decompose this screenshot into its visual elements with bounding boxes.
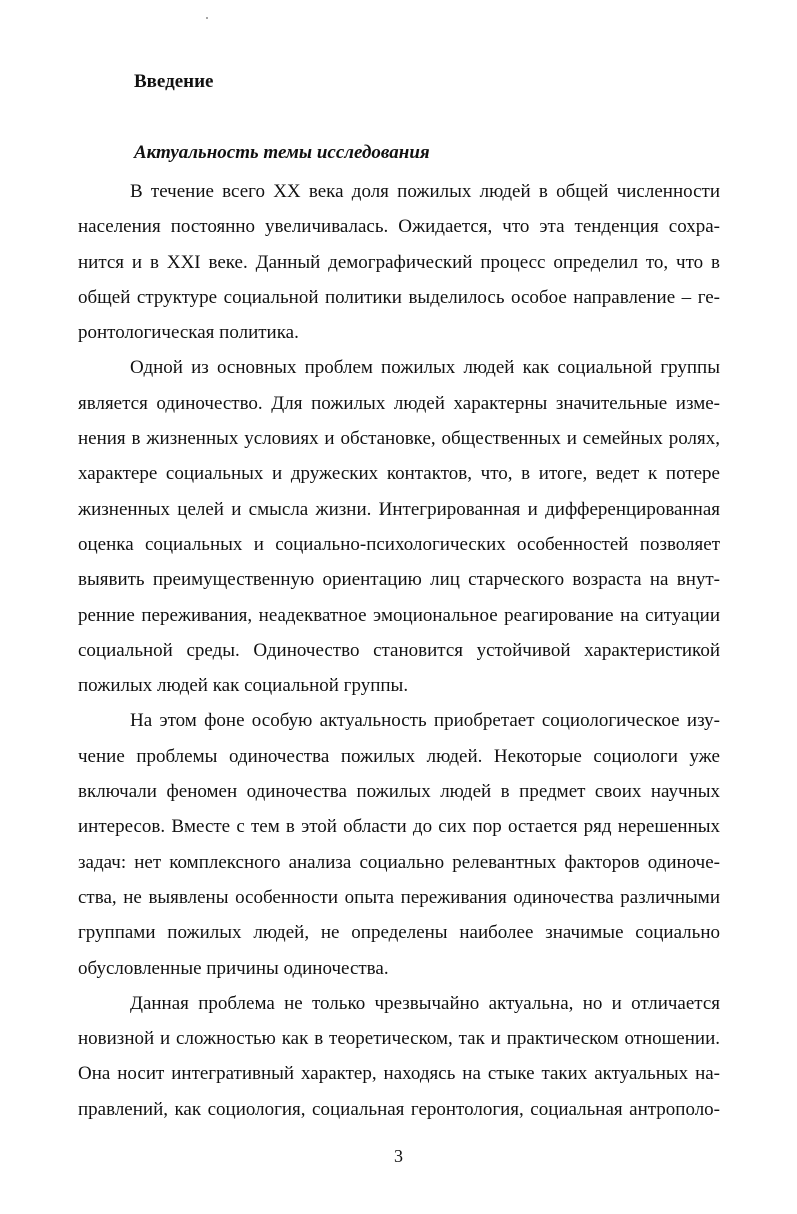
- text-line: чение проблемы одиночества пожилых людей. Некоторые социологи уже: [78, 745, 720, 767]
- text-line: населения постоянно увеличивалась. Ожидается, что эта тенденция сохра-: [78, 216, 720, 238]
- text-line: общей структуре социальной политики выделилось особое направление – ге-: [78, 286, 720, 308]
- text-line: Одной из основных проблем пожилых людей как социальной группы: [130, 357, 720, 379]
- section-heading: Введение: [134, 71, 214, 92]
- text-line: включали феномен одиночества пожилых людей в предмет своих научных: [78, 781, 720, 803]
- scan-speck: [206, 17, 208, 19]
- paragraph: [78, 703, 720, 985]
- text-line: ронтологическая политика.: [78, 322, 299, 344]
- text-line: нится и в XXI веке. Данный демографический процесс определил то, что в: [78, 251, 720, 273]
- text-line: интересов. Вместе с тем в этой области до сих пор остается ряд нерешенных: [78, 816, 720, 838]
- text-line: характере социальных и дружеских контактов, что, в итоге, ведет к потере: [78, 463, 720, 485]
- subsection-heading: Актуальность темы исследования: [134, 142, 430, 163]
- text-line: На этом фоне особую актуальность приобретает социологическое изу-: [130, 710, 720, 732]
- text-line: является одиночество. Для пожилых людей характерны значительные изме-: [78, 392, 720, 414]
- text-line: ренние переживания, неадекватное эмоциональное реагирование на ситуации: [78, 604, 720, 626]
- text-line: Она носит интегративный характер, находясь на стыке таких актуальных на-: [78, 1063, 720, 1085]
- text-line: оценка социальных и социально-психологических особенностей позволяет: [78, 533, 720, 555]
- text-line: группами пожилых людей, не определены наиболее значимые социально: [78, 922, 720, 944]
- paragraph: [78, 174, 720, 350]
- text-line: задач: нет комплексного анализа социально релевантных факторов одиноче-: [78, 851, 720, 873]
- paragraph: [78, 986, 720, 1127]
- text-line: Данная проблема не только чрезвычайно актуальна, но и отличается: [130, 992, 720, 1014]
- paragraph: [78, 350, 720, 703]
- text-line: В течение всего XX века доля пожилых людей в общей численности: [130, 181, 720, 202]
- text-line: правлений, как социология, социальная геронтология, социальная антрополо-: [78, 1098, 720, 1120]
- text-line: новизной и сложностью как в теоретическом, так и практическом отношении.: [78, 1028, 720, 1050]
- text-line: обусловленные причины одиночества.: [78, 957, 389, 979]
- text-line: нения в жизненных условиях и обстановке, общественных и семейных ролях,: [78, 428, 720, 450]
- text-line: пожилых людей как социальной группы.: [78, 675, 409, 697]
- body-text: [78, 174, 720, 1127]
- text-line: жизненных целей и смысла жизни. Интегрированная и дифференцированная: [78, 498, 720, 520]
- page-number: 3: [394, 1146, 403, 1166]
- text-line: ства, не выявлены особенности опыта переживания одиночества различными: [78, 886, 720, 908]
- text-line: социальной среды. Одиночество становится устойчивой характеристикой: [78, 639, 720, 661]
- text-line: выявить преимущественную ориентацию лиц старческого возраста на внут-: [78, 569, 720, 591]
